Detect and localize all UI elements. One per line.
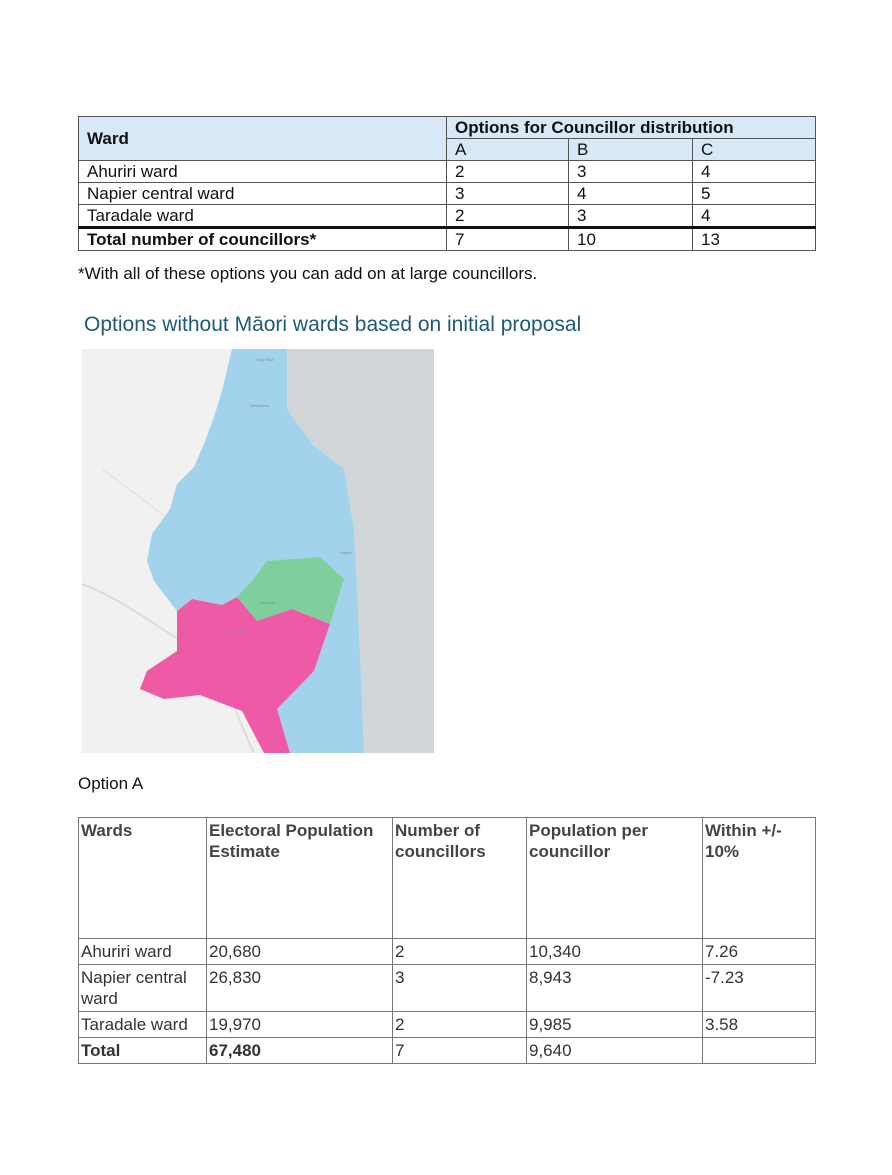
option-value: 3 [569,205,693,228]
table-cell: Taradale ward [79,1012,207,1038]
map-place-label: Greenmeadows [220,630,249,635]
option-b-header: B [569,139,693,161]
ward-map [82,349,434,753]
total-value: 7 [447,228,569,251]
total-row [79,1038,816,1064]
option-a-label: Option A [78,774,144,793]
option-value: 3 [447,183,569,205]
table-cell: Napier central ward [79,965,207,1012]
table-cell: -7.23 [703,965,816,1012]
total-councillors: 7 [393,1038,527,1064]
option-value: 5 [693,183,816,205]
table-row [79,965,816,1012]
table-cell: 3.58 [703,1012,816,1038]
table-cell: 2 [393,939,527,965]
option-a-table [78,817,816,1064]
table-cell: 10,340 [527,939,703,965]
map-place-label: Napier [340,550,352,555]
column-header: Within +/- 10% [703,818,816,939]
option-value: 2 [447,161,569,183]
table-row [79,161,816,183]
table-row [79,205,816,228]
option-value: 4 [569,183,693,205]
table-row [79,939,816,965]
table-cell: 9,985 [527,1012,703,1038]
total-value: 10 [569,228,693,251]
table-cell: 3 [393,965,527,1012]
option-value: 4 [693,161,816,183]
total-value: 13 [693,228,816,251]
table-cell: 2 [393,1012,527,1038]
option-value: 3 [569,161,693,183]
total-within [703,1038,816,1064]
table-row [79,1012,816,1038]
table-cell: Ahuriri ward [79,939,207,965]
ward-name: Napier central ward [79,183,447,205]
column-header: Population per councillor [527,818,703,939]
table-cell: 19,970 [207,1012,393,1038]
map-place-label: Westshore [250,403,270,408]
option-c-header: C [693,139,816,161]
total-row [79,228,816,251]
column-header: Electoral Population Estimate [207,818,393,939]
ward-name: Ahuriri ward [79,161,447,183]
table-cell: 20,680 [207,939,393,965]
table-cell: 26,830 [207,965,393,1012]
options-header: Options for Councillor distribution [447,117,816,139]
section-heading: Options without Māori wards based on initial proposal [84,313,582,336]
total-population: 67,480 [207,1038,393,1064]
map-place-label: Bay View [257,357,274,362]
table-cell: 8,943 [527,965,703,1012]
table-cell: 7.26 [703,939,816,965]
councillor-distribution-table [78,116,816,251]
option-a-header: A [447,139,569,161]
total-label: Total [79,1038,207,1064]
ward-name: Taradale ward [79,205,447,228]
total-label: Total number of councillors* [79,228,447,251]
total-per-councillor: 9,640 [527,1038,703,1064]
ward-header: Ward [79,117,447,161]
header-row [79,818,816,939]
footnote: *With all of these options you can add on at large councillors. [78,264,538,283]
option-value: 2 [447,205,569,228]
map-place-label: Taradale [260,600,276,605]
column-header: Wards [79,818,207,939]
option-value: 4 [693,205,816,228]
column-header: Number of councillors [393,818,527,939]
table-row [79,183,816,205]
